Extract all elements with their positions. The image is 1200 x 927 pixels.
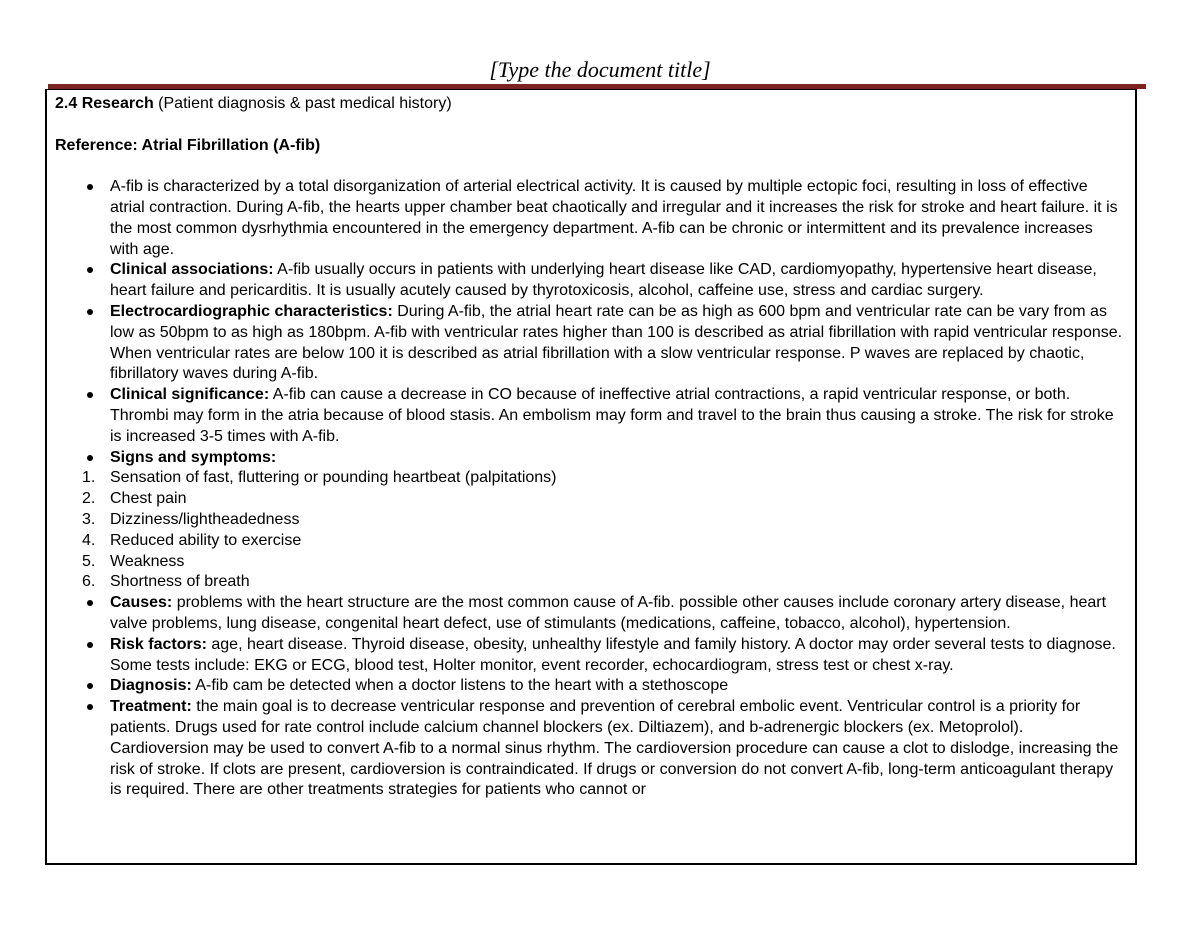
bullet-term: Clinical associations: (110, 261, 274, 279)
symptom-text: Weakness (110, 552, 185, 570)
bullet-text: A-fib is characterized by a total disorganization of arterial electrical activity. It is caused by multiple ectopic foci, resulting in loss of effective atrial contraction. During A-fib, the hearts upper chamber beat chaotically and irregular and it increases the risk for stroke and heart failure. it is the most common dysrhythmia encountered in the emergency department. A-fib can be chronic or intermittent and its prevalence increases with age. (110, 178, 1118, 258)
symptom-number: 5. (82, 552, 96, 570)
symptom-item (55, 510, 1125, 531)
symptom-number: 2. (82, 490, 96, 508)
bullet-diagnosis (55, 676, 1135, 697)
symptom-number: 6. (82, 573, 96, 591)
symptom-item (55, 552, 1125, 573)
symptom-text: Reduced ability to exercise (110, 531, 302, 549)
symptom-number: 3. (82, 510, 96, 528)
bullet-text: A-fib cam be detected when a doctor listens to the heart with a stethoscope (191, 677, 729, 695)
bullet-term: Electrocardiographic characteristics: (110, 302, 393, 320)
bullet-treatment (55, 697, 1135, 801)
symptom-number: 1. (82, 469, 96, 487)
bullet-term: Risk factors: (110, 635, 207, 653)
bullet-clinical-significance (55, 385, 1135, 447)
symptom-text: Shortness of breath (110, 573, 250, 591)
symptom-number: 4. (82, 531, 96, 549)
bullet-clinical-associations (55, 260, 1135, 302)
bullet-list (55, 177, 1135, 801)
content-box (45, 89, 1137, 865)
bullet-causes (55, 593, 1135, 635)
symptom-text: Dizziness/lightheadedness (110, 510, 300, 528)
bullet-risk-factors (55, 635, 1135, 677)
symptom-text: Chest pain (110, 490, 187, 508)
bullet-ecg-characteristics (55, 302, 1135, 385)
bullet-signs-symptoms (55, 448, 1135, 594)
symptom-item (55, 572, 1125, 593)
symptoms-list (55, 468, 1125, 593)
bullet-term: Treatment: (110, 698, 192, 716)
bullet-term: Diagnosis: (110, 677, 192, 695)
bullet-text: the main goal is to decrease ventricular response and prevention of cerebral embolic event. Ventricular control is a priority for patients. Drugs used for rate control include calcium channel blockers (ex. Diltiazem), and b-adrenergic blockers (ex. Metoprolol). Cardioversion may be used to convert A-fib to a normal sinus rhythm. The cardioversion procedure can cause a clot to dislodge, increasing the risk of stroke. If clots are present, cardioversion is contraindicated. If drugs or conversion do not convert A-fib, long-term anticoagulant therapy is required. There are other treatments strategies for patients who cannot or (110, 698, 1119, 799)
bullet-term: Clinical significance: (110, 386, 270, 404)
bullet-text: During A-fib, the atrial heart rate can be as high as 600 bpm and ventricular rate can be vary from as low as 50bpm to as high as 180bpm. A-fib with ventricular rates higher than 100 is described as atrial fibrillation with rapid ventricular response. When ventricular rates are below 100 it is described as atrial fibrillation with a slow ventricular response. P waves are replaced by chaotic, fibrillatory waves during A-fib. (110, 302, 1123, 383)
bullet-text: A-fib can cause a decrease in CO because of ineffective atrial contractions, a rapid ventricular response, or both. Thrombi may form in the atria because of blood stasis. An embolism may form and travel to the brain thus causing a stroke. The risk for stroke is increased 3-5 times with A-fib. (110, 386, 1114, 445)
reference-line: Reference: Atrial Fibrillation (A-fib) (55, 136, 321, 154)
bullet-text: problems with the heart structure are the most common cause of A-fib. possible other causes include coronary artery disease, heart valve problems, lung disease, congenital heart defect, use of stimulants (medications, caffeine, tobacco, alcohol), hypertension. (110, 594, 1107, 632)
section-subtitle: (Patient diagnosis & past medical history) (153, 95, 452, 112)
bullet-text: A-fib usually occurs in patients with underlying heart disease like CAD, cardiomyopathy, hypertensive heart disease, heart failure and pericarditis. It is usually acutely caused by thyrotoxicosis, alcohol, caffeine use, stress and cardiac surgery. (110, 261, 1097, 300)
section-number-title: 2.4 Research (55, 95, 154, 112)
document-title: [Type the document title] (489, 57, 711, 82)
section-heading (55, 94, 1135, 115)
symptom-text: Sensation of fast, fluttering or pounding heartbeat (palpitations) (110, 469, 557, 487)
bullet-term: Signs and symptoms: (110, 448, 277, 466)
symptom-item (55, 531, 1125, 552)
symptom-item (55, 489, 1125, 510)
bullet-text: age, heart disease. Thyroid disease, obesity, unhealthy lifestyle and family history. A doctor may order several tests to diagnose. Some tests include: EKG or ECG, blood test, Holter monitor, event recorder, echocardiogram, stress test or chest x-ray. (110, 635, 1116, 674)
symptom-item (55, 468, 1125, 489)
bullet-overview (55, 177, 1135, 260)
bullet-term: Causes: (110, 594, 173, 612)
